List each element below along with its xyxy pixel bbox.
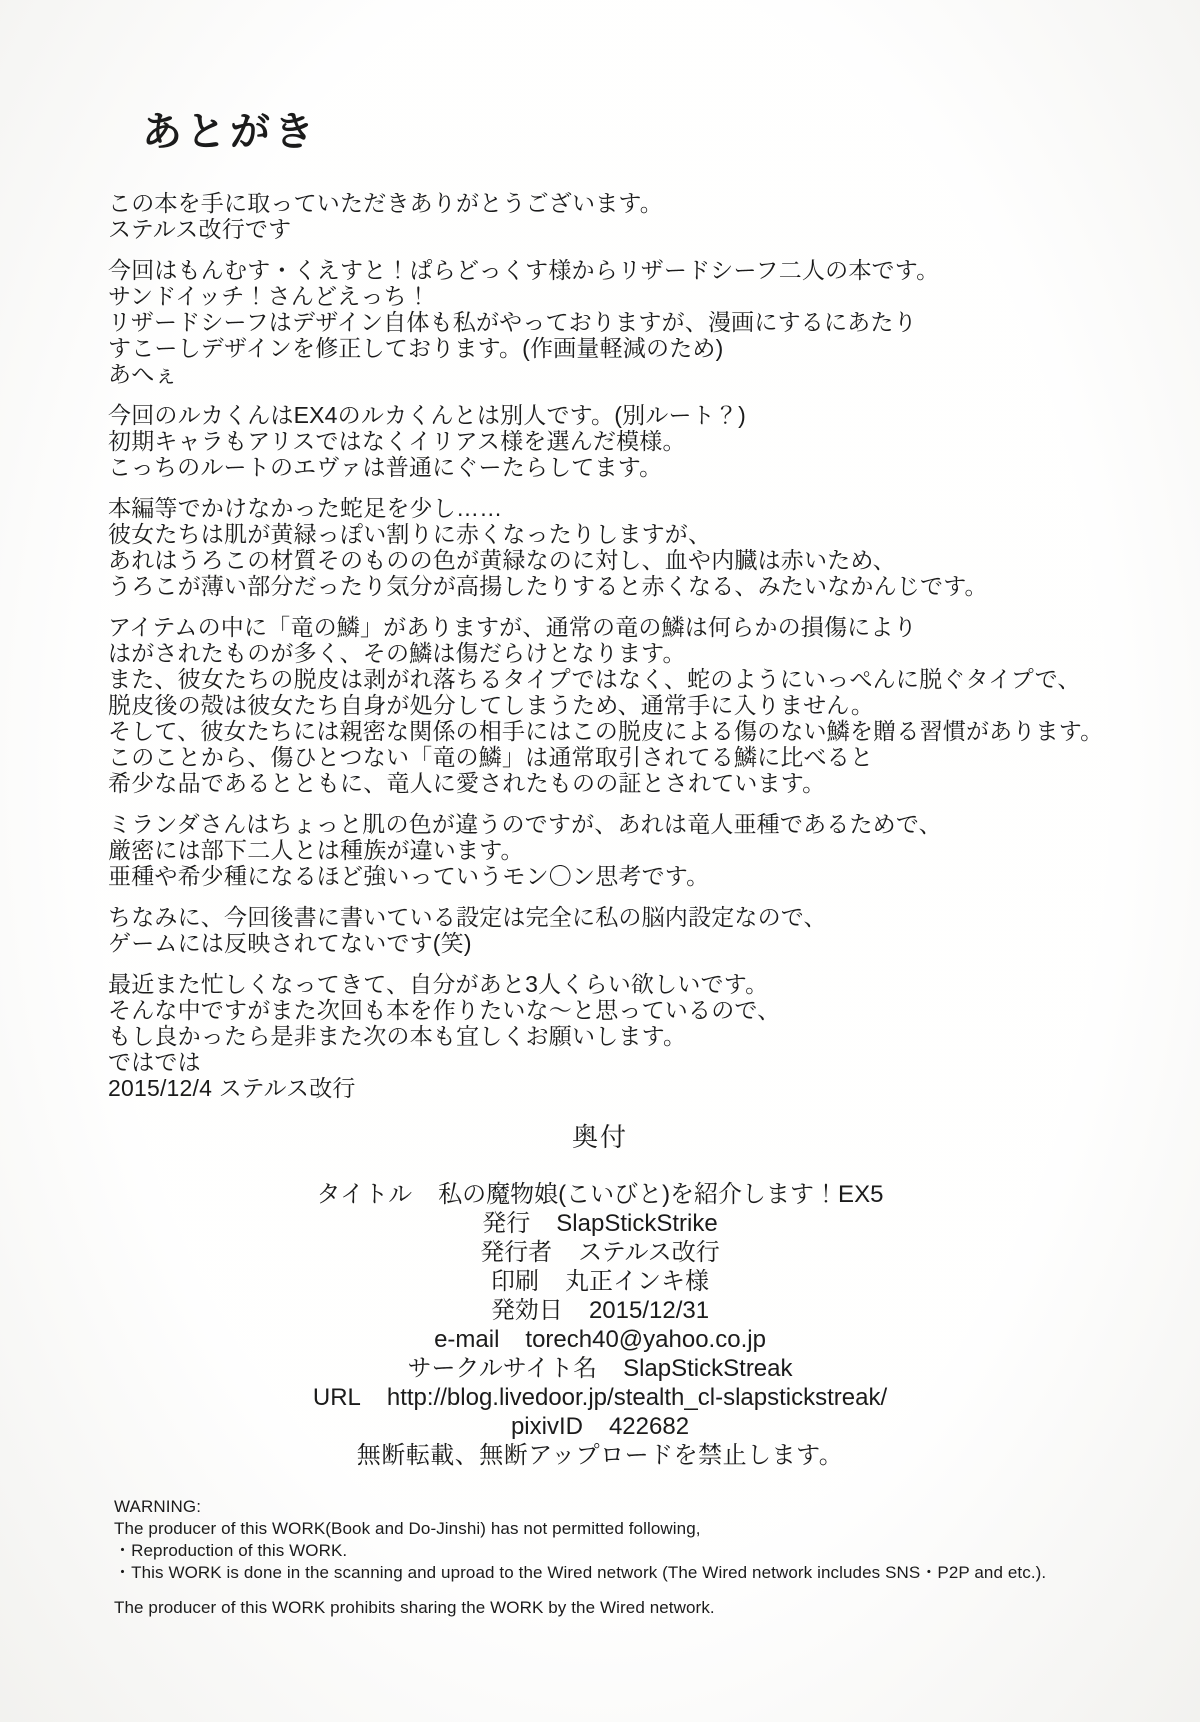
- colophon-value: 2015/12/31: [588, 1297, 710, 1324]
- afterword-line: ゲームには反映されてないです(笑): [108, 930, 472, 956]
- paragraph-skin-color: [108, 495, 1140, 599]
- colophon-value: torech40@yahoo.co.jp: [525, 1326, 766, 1353]
- afterword-line: うろこが薄い部分だったり気分が高揚したりすると赤くなる、みたいなかんじです。: [108, 573, 988, 599]
- colophon-label: URL: [312, 1384, 361, 1411]
- afterword-line: あへぇ: [108, 361, 178, 387]
- afterword-line: サンドイッチ！さんどえっち！: [108, 283, 431, 309]
- warning-line: ・Reproduction of this WORK.: [114, 1541, 348, 1560]
- paragraph-miranda: [108, 811, 1140, 889]
- paragraph-headcanon: [108, 904, 1140, 956]
- warning-line: The producer of this WORK prohibits sharing the WORK by the Wired network.: [114, 1598, 715, 1617]
- afterword-line: もし良かったら是非また次の本も宜しくお願いします。: [108, 1023, 687, 1049]
- afterword-line: 亜種や希少種になるほど強いっていうモン〇ン思考です。: [108, 863, 710, 889]
- colophon-value: SlapStickStreak: [623, 1355, 793, 1382]
- afterword-line: ちなみに、今回後書に書いている設定は完全に私の脳内設定なので、: [108, 904, 827, 930]
- afterword-line: ステルス改行です: [108, 216, 292, 242]
- afterword-line: そして、彼女たちには親密な関係の相手にはこの脱皮による傷のない鱗を贈る習慣があります。: [108, 718, 1104, 744]
- colophon-row-date: [0, 1296, 1200, 1325]
- colophon-notice: 無断転載、無断アップロードを禁止します。: [356, 1442, 844, 1469]
- afterword-line: はがされたものが多く、その鱗は傷だらけとなります。: [108, 640, 686, 666]
- afterword-line: ミランダさんはちょっと肌の色が違うのですが、あれは竜人亜種であるためで、: [108, 811, 942, 837]
- afterword-line: ではでは: [108, 1049, 201, 1075]
- paragraph-greeting: [108, 190, 1140, 242]
- paragraph-luka: [108, 402, 1140, 480]
- colophon-row-url: [0, 1383, 1200, 1412]
- warning-line: The producer of this WORK(Book and Do-Jinshi) has not permitted following,: [114, 1519, 701, 1538]
- paragraph-closing: [108, 971, 1140, 1101]
- colophon-value: 丸正インキ様: [565, 1268, 709, 1295]
- colophon-row-publisher: [0, 1209, 1200, 1238]
- afterword-line: アイテムの中に「竜の鱗」がありますが、通常の竜の鱗は何らかの損傷により: [108, 614, 917, 640]
- colophon-value: 422682: [608, 1413, 690, 1440]
- afterword-line: 彼女たちは肌が黄緑っぽい割りに赤くなったりしますが、: [108, 521, 712, 547]
- colophon-row-title: [0, 1180, 1200, 1209]
- colophon-label: 発行者: [480, 1239, 553, 1266]
- colophon-label: 発効日: [490, 1297, 563, 1324]
- paragraph-dragon-scale: [108, 614, 1140, 796]
- afterword-line: 最近また忙しくなってきて、自分があと3人くらい欲しいです。: [108, 971, 769, 997]
- afterword-line: こっちのルートのエヴァは普通にぐーたらしてます。: [108, 454, 663, 480]
- colophon: [0, 1117, 1200, 1470]
- afterword-line: 本編等でかけなかった蛇足を少し……: [108, 495, 503, 521]
- afterword-line: リザードシーフはデザイン自体も私がやっておりますが、漫画にするにあたり: [108, 309, 917, 335]
- colophon-label: タイトル: [316, 1181, 413, 1208]
- paragraph-book-intro: [108, 257, 1140, 387]
- colophon-heading: 奥付: [571, 1122, 628, 1152]
- colophon-label: サークルサイト名: [407, 1355, 598, 1382]
- afterword-line: そんな中ですがまた次回も本を作りたいな～と思っているので、: [108, 997, 781, 1023]
- afterword-line: この本を手に取っていただきありがとうございます。: [108, 190, 663, 216]
- warning-heading: WARNING:: [114, 1497, 202, 1516]
- afterword-line: 脱皮後の殻は彼女たち自身が処分してしまうため、通常手に入りません。: [108, 692, 875, 718]
- afterword-signature-line: 2015/12/4 ステルス改行: [108, 1075, 356, 1101]
- afterword-body: [108, 190, 1140, 1101]
- warning-line: ・This WORK is done in the scanning and uproad to the Wired network (The Wired network includes SNS・P2P and etc.).: [114, 1563, 1047, 1582]
- afterword-line: また、彼女たちの脱皮は剥がれ落ちるタイプではなく、蛇のようにいっぺんに脱ぐタイプで、: [108, 666, 1081, 692]
- afterword-line: 今回はもんむす・くえすと！ぱらどっくす様からリザードシーフ二人の本です。: [108, 257, 940, 283]
- afterword-line: このことから、傷ひとつない「竜の鱗」は通常取引されてる鱗に比べると: [108, 744, 874, 770]
- colophon-label: 発行: [482, 1210, 531, 1237]
- afterword-line: 厳密には部下二人とは種族が違います。: [108, 837, 524, 863]
- warning-block: [114, 1496, 1160, 1619]
- colophon-label: 印刷: [491, 1268, 539, 1295]
- afterword-line: 初期キャラもアリスではなくイリアス様を選んだ模様。: [108, 428, 686, 454]
- colophon-row-author: [0, 1238, 1200, 1267]
- colophon-value: SlapStickStrike: [556, 1210, 718, 1237]
- colophon-value: 私の魔物娘(こいびと)を紹介します！EX5: [438, 1181, 884, 1208]
- colophon-value: http://blog.livedoor.jp/stealth_cl-slapstickstreak/: [386, 1384, 888, 1411]
- colophon-row-email: [0, 1325, 1200, 1354]
- colophon-row-circle-site: [0, 1354, 1200, 1383]
- colophon-value: ステルス改行: [578, 1239, 720, 1266]
- afterword-line: 今回のルカくんはEX4のルカくんとは別人です。(別ルート？): [108, 402, 746, 428]
- colophon-label: pixivID: [510, 1413, 583, 1440]
- afterword-line: 希少な品であるとともに、竜人に愛されたものの証とされています。: [108, 770, 826, 796]
- colophon-label: e-mail: [434, 1326, 500, 1353]
- afterword-line: すこーしデザインを修正しております。(作画量軽減のため): [108, 335, 724, 361]
- afterword-line: あれはうろこの材質そのものの色が黄緑なのに対し、血や内臓は赤いため、: [108, 547, 896, 573]
- colophon-row-printer: [0, 1267, 1200, 1296]
- page-title: あとがき: [142, 110, 318, 154]
- colophon-row-pixiv: [0, 1412, 1200, 1441]
